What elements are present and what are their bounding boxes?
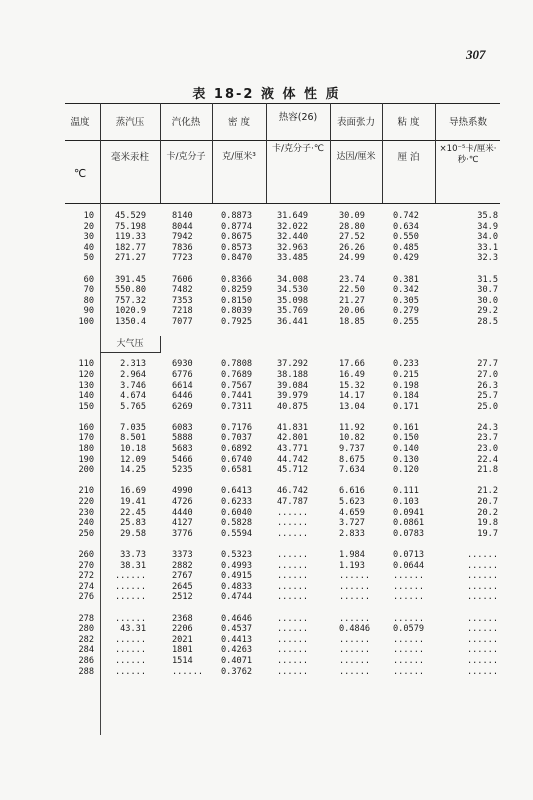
unit-heat-vaporization: 卡/克分子 (166, 152, 206, 162)
unit-thermal-conductivity: ×10⁻⁵卡/厘米·秒·℃ (439, 144, 497, 165)
header-bottom-rule (65, 203, 500, 204)
header-divider (100, 103, 101, 203)
density-column: 0.8873 0.8774 0.8675 0.8573 0.8470 0.8366 0.8259 0.8150 0.8039 0.7925 0.7808 0.7689 0.7567 0.7441 0.7311 0.7176 0.7037 0.6892 0.6740 0.6581 0.6413 0.6233 0.6040 0.5828 0.5594 0.5323 0.4993 0.4915 0.4833 0.4744 0.4646 0.4537 0.4413 0.4263 0.4071 0.3762 (221, 211, 253, 677)
unit-viscosity: 厘 泊 (397, 152, 420, 163)
header-divider (160, 103, 161, 203)
unit-surface-tension: 达因/厘米 (336, 152, 376, 162)
vapor-pressure-column: 45.529 75.198 119.33 182.77 271.27 391.45 550.80 757.32 1020.9 1350.4 2.313 2.964 3.746 4.674 5.765 7.035 8.501 10.18 12.09 14.25 16.69 19.41 22.45 25.83 29.58 33.73 38.31 ...... ...... ...... ...... 43.31 ...... ...... ...... ...... (114, 211, 146, 677)
unit-density: 克/厘米³ (222, 152, 256, 162)
page-number: 307 (466, 47, 486, 62)
header-density: 密 度 (227, 117, 251, 128)
header-divider (330, 103, 331, 203)
header-divider (266, 103, 267, 203)
header-temp: 温度 (70, 117, 90, 128)
header-vapor-pressure: 蒸汽压 (115, 117, 145, 128)
heat-vaporization-column: 8140 8044 7942 7836 7723 7606 7482 7353 7218 7077 6930 6776 6614 6446 6269 6083 5888 5683 5466 5235 4990 4726 4440 4127 3776 3373 2882 2767 2645 2512 2368 2206 2021 1801 1514 ...... (172, 211, 204, 677)
header-thermal-conductivity: 导热系数 (448, 117, 487, 128)
header-divider (212, 103, 213, 203)
thermal-conductivity-column: 35.8 34.9 34.0 33.1 32.3 31.5 30.7 30.0 29.2 28.5 27.7 27.0 26.3 25.7 25.0 24.3 23.7 23.0 22.4 21.8 21.2 20.7 20.2 19.8 19.7 ...... ...... ...... ...... ...... ...... ...... ...... ...... ...... ...... (466, 211, 498, 677)
viscosity-column: 0.742 0.634 0.550 0.485 0.429 0.381 0.342 0.305 0.279 0.255 0.233 0.215 0.198 0.184 0.171 0.161 0.150 0.140 0.130 0.120 0.111 0.103 0.0941 0.0861 0.0783 0.0713 0.0644 ...... ...... ...... ...... 0.0579 ...... ...... ...... ...... (393, 211, 425, 677)
atm-unit-label: 大气压 (100, 336, 161, 353)
header-heat-capacity: 热容(26) (278, 112, 318, 123)
header-divider (382, 103, 383, 203)
header-surface-tension: 表面张力 (336, 117, 375, 128)
table-title: 表 18-2 液 体 性 质 (192, 87, 341, 102)
header-viscosity: 粘 度 (397, 117, 420, 128)
header-heat-vaporization: 汽化热 (171, 117, 201, 128)
header-divider (435, 103, 436, 203)
temp-column: 10 20 30 40 50 60 70 80 90 100 110 120 130 140 150 160 170 180 190 200 210 220 230 240 250 260 270 272 274 276 278 280 282 284 286 288 (78, 211, 94, 677)
surface-tension-column: 30.09 28.80 27.52 26.26 24.99 23.74 22.50 21.27 20.06 18.85 17.66 16.49 15.32 14.17 13.04 11.92 10.82 9.737 8.675 7.634 6.616 5.623 4.659 3.727 2.833 1.984 1.193 ...... ...... ...... ...... 0.4846 ...... ...... ...... ...... (339, 211, 371, 677)
unit-temp: ℃ (73, 167, 87, 180)
unit-vapor-pressure: 毫米汞柱 (110, 152, 149, 163)
unit-heat-capacity: 卡/克分子·℃ (271, 144, 324, 154)
heat-capacity-column: 31.649 32.022 32.440 32.963 33.485 34.008 34.530 35.098 35.769 36.441 37.292 38.188 39.084 39.979 40.875 41.831 42.801 43.771 44.742 45.712 46.742 47.787 ...... ...... ...... ...... ...... ...... ...... ...... ...... ...... ...... ...... ...... ...... (277, 211, 309, 677)
